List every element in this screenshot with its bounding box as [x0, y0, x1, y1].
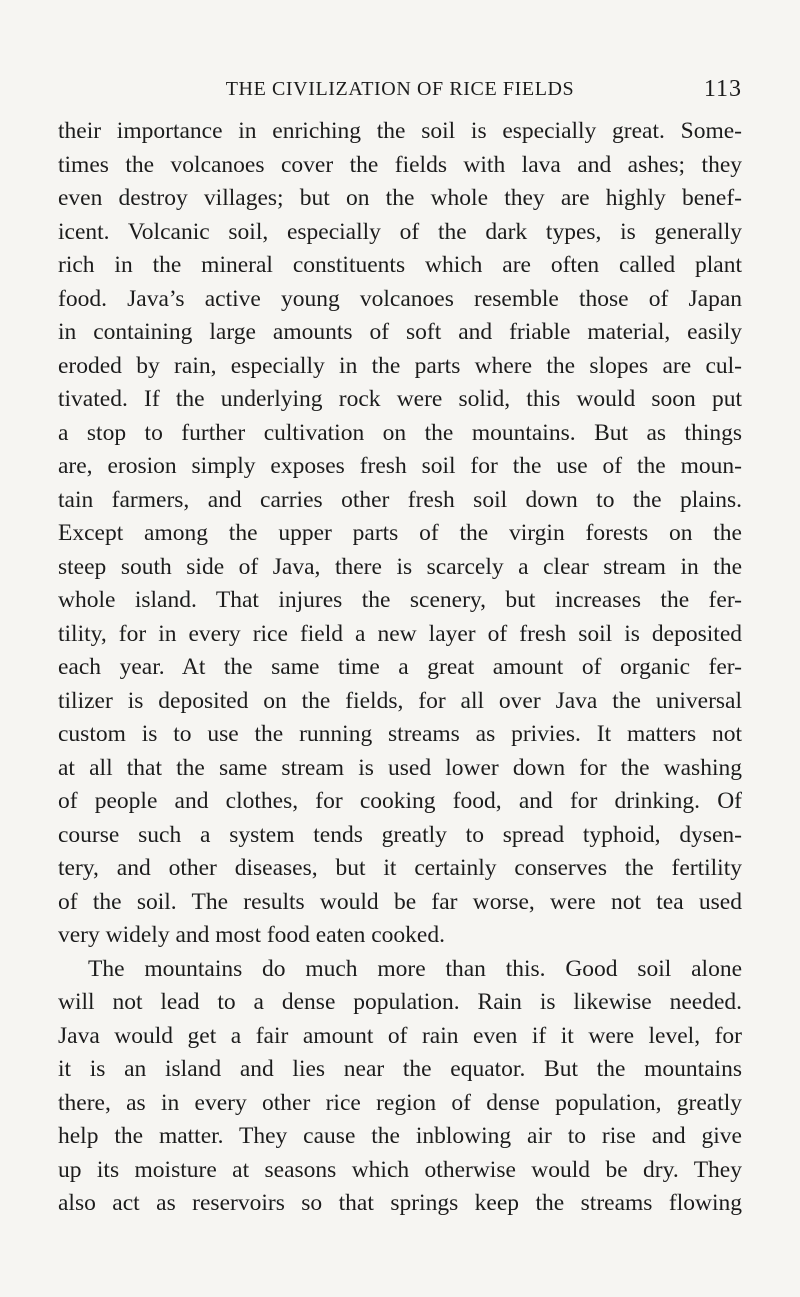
text-line: times the volcanoes cover the fields with lava and ashes; they [58, 151, 742, 178]
text-line: Except among the upper parts of the virgin forests on the [58, 520, 742, 546]
text-line: also act as reservoirs so that springs keep the streams flowing [58, 1190, 742, 1216]
text-line: a stop to further cultivation on the mountains. But as things [58, 419, 742, 446]
paragraph-start-line: The mountains do much more than this. Good soil alone [88, 955, 742, 982]
paragraph-end-line: very widely and most food eaten cooked. [58, 922, 445, 948]
text-line: help the matter. They cause the inblowing air to rise and give [58, 1123, 742, 1149]
text-line: even destroy villages; but on the whole they are highly benef- [58, 185, 742, 211]
text-line: Java would get a fair amount of rain even if it were level, for [58, 1022, 742, 1049]
text-line: food. Java’s active young volcanoes resemble those of Japan [58, 285, 742, 312]
body-text [58, 115, 742, 1221]
text-line: tility, for in every rice field a new layer of fresh soil is deposited [58, 620, 742, 647]
text-line: it is an island and lies near the equator. But the mountains [58, 1056, 742, 1082]
text-line: eroded by rain, especially in the parts where the slopes are cul- [58, 352, 742, 379]
text-line: in containing large amounts of soft and friable material, easily [58, 319, 742, 345]
text-line: of people and clothes, for cooking food, and for drinking. Of [58, 788, 742, 814]
text-line: icent. Volcanic soil, especially of the dark types, is generally [58, 218, 742, 245]
text-line: there, as in every other rice region of dense population, greatly [58, 1089, 742, 1116]
text-line: tivated. If the underlying rock were solid, this would soon put [58, 386, 742, 412]
text-line: course such a system tends greatly to spread typhoid, dysen- [58, 821, 742, 848]
running-head [58, 78, 742, 108]
text-line: custom is to use the running streams as privies. It matters not [58, 721, 742, 747]
text-line: up its moisture at seasons which otherwise would be dry. They [58, 1156, 742, 1183]
text-line: each year. At the same time a great amount of organic fer- [58, 654, 742, 680]
text-line: tilizer is deposited on the fields, for all over Java the universal [58, 687, 742, 714]
running-title: THE CIVILIZATION OF RICE FIELDS [225, 78, 575, 100]
text-line: of the soil. The results would be far worse, were not tea used [58, 888, 742, 915]
page-number: 113 [703, 76, 742, 102]
text-line: will not lead to a dense population. Rain is likewise needed. [58, 989, 742, 1015]
text-line: tery, and other diseases, but it certainly conserves the fertility [58, 855, 742, 881]
text-line: tain farmers, and carries other fresh soil down to the plains. [58, 486, 742, 513]
text-line: their importance in enriching the soil is especially great. Some- [58, 118, 742, 144]
text-line: are, erosion simply exposes fresh soil for the use of the moun- [58, 453, 742, 479]
text-line: rich in the mineral constituents which are often called plant [58, 252, 742, 278]
text-line: whole island. That injures the scenery, but increases the fer- [58, 587, 742, 613]
text-line: at all that the same stream is used lower down for the washing [58, 754, 742, 781]
text-line: steep south side of Java, there is scarcely a clear stream in the [58, 553, 742, 580]
